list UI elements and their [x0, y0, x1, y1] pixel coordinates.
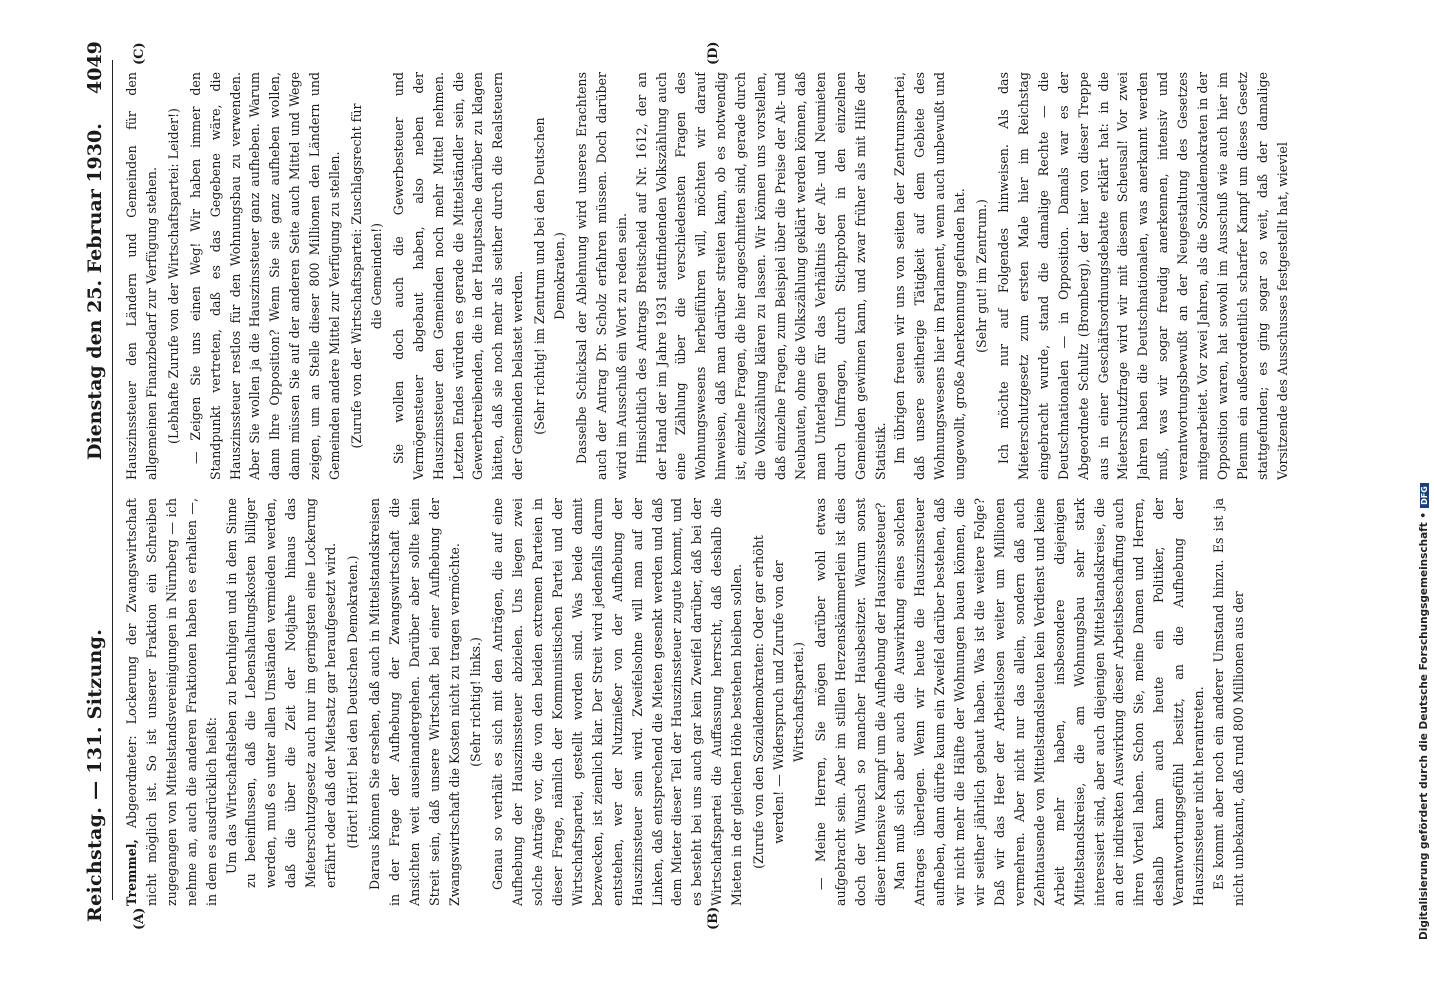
page-header: [0, 0, 118, 1000]
header-rule: [112, 60, 113, 900]
dfg-logo: DFG: [1420, 483, 1429, 508]
right-text-column: [122, 72, 1312, 480]
paragraph: Man muß sich aber auch die Auswirkung eines solchen Antrages überlegen. Wenn wir heute die Hauszinssteuer aufheben, dann dürfte kaum ein Zweifel darüber bestehen, daß wir nicht mehr die Hälfte der Wohnungen bauen können, die wir seither jährlich gebaut haben. Was ist die weitere Folge? Daß wir das Heer der Arbeitslosen weiter um Millionen vermehren. Aber nicht nur das allein, sondern daß auch Zehntausende von Mittelstandsleuten kein Verdienst und keine Arbeit mehr haben, insbesondere diejenigen Mittelstandskreise, die am Wohnungsbau sehr stark interessiert sind, aber auch diejenigen Mittelstandskreise, die an der indirekten Auswirkung dieser Arbeitsbeschaffung auch ihren Vorteil haben. Schon Sie, meine Damen und Herren, deshalb kann auch heute ein Politiker, der Verantwortungsgefühl besitzt, an die Aufhebung der Hauszinssteuer nicht herantreten.: [892, 498, 1207, 906]
interjection: (Zurufe von der Wirtschaftspartei: Zuschlagsrecht für die Gemeinden!): [348, 103, 384, 449]
paragraph: Im übrigen freuen wir uns von seiten der Zentrumspartei, daß unsere seitherige Tätigkeit auf dem Gebiete des Wohnungswesens hier im Parlament, wenn auch unbewußt und ungewollt, große Anerkennung gefunden hat.: [892, 72, 968, 480]
paragraph: Daraus können Sie ersehen, daß auch in Mittelstandskreisen in der Frage der Aufhebung der Zwangswirtschaft die Ansichten weit auseinandergehen. Darüber aber sollte kein Streit sein, daß unsere Wirtschaft bei einer Aufhebung der Zwangswirtschaft die Kosten nicht zu tragen vermöchte.: [366, 498, 462, 906]
quoted-passage: Um das Wirtschaftsleben zu beruhigen und in dem Sinne zu beeinflussen, daß die Lebenshaltungskosten billiger werden, muß es unter allen Umständen vermieden werden, daß die über die Zeit der Notjahre hinaus das Mieterschutzgesetz auch nur im geringsten eine Lockerung erfährt oder daß der Mietsatz gar heraufgesetzt wird.: [223, 498, 339, 888]
paragraph-text: Lockerung der Zwangswirtschaft nicht möglich ist. So ist unserer Fraktion ein Schreiben zugegangen von Mittelstandsvereinigungen in Nürnberg — ich nehme an, auch die anderen Fraktionen haben es erhalten —, in dem es ausdrücklich heißt:: [124, 498, 219, 906]
page-number: 4049: [84, 41, 106, 94]
digitization-credit: [1418, 60, 1432, 940]
margin-marker-c: (C): [132, 42, 147, 65]
paragraph: Ich möchte nur auf Folgendes hinweisen. Als das Mieterschutzgesetz zum ersten Male hier im Reichstag eingebracht wurde, stand die damalige Rechte — die Deutschnationalen — in Opposition. Damals war es der Abgeordnete Schultz (Bromberg), der hier von dieser Treppe aus in einer Geschäftsordnungsdebatte erklärt hat: in die Mieterschutzfrage wird wir mit diesem Scheusal! Vor zwei Jahren haben die Deutschnationalen, was anerkannt werden muß, was wir sogar freudig anerkennen, intensiv und verantwortungsbewußt an der Neugestaltung des Gesetzes mitgearbeitet. Vor zwei Jahren, als die Sozialdemokraten in der Opposition waren, hat sowohl im Ausschuß wie auch hier im Plenum ein außerordentlich scharfer Kampf um dieses Gesetz stattgefunden; es ging sogar so weit, daß der damalige Vorsitzende des Ausschusses festgestellt hat, wieviel: [995, 72, 1290, 480]
margin-marker-a: (A): [132, 907, 147, 930]
paragraph: — Meine Herren, Sie mögen darüber wohl etwas aufgebracht sein. Aber im stillen Herzenskämmerlein ist dies doch der Wunsch so mancher Hausbesitzer. Warum sonst dieser intensive Kampf um die Aufhebung der Hauszinssteuer?: [812, 498, 888, 906]
interjection: (Sehr richtig! links.): [468, 637, 484, 767]
speaker-role: Abgeordneter:: [124, 735, 139, 829]
margin-marker-d: (D): [706, 41, 721, 65]
paragraph: Dasselbe Schicksal der Ablehnung wird unseres Erachtens auch der Antrag Dr. Scholz erfahren müssen. Doch darüber wird im Ausschuß ein Wort zu reden sein.: [573, 72, 629, 480]
paragraph: Genau so verhält es sich mit den Anträgen, die auf eine Aufhebung der Hauszinssteuer abzielen. Uns liegen zwei solche Anträge vor, die von den beiden extremen Parteien in dieser Frage, nämlich der Kommunistischen Partei und der Wirtschaftspartei, gestellt worden sind. Was beide damit bezwecken, ist ziemlich klar. Der Streit wird jedenfalls darum entstehen, wer der Nutznießer von der Aufhebung der Hauszinssteuer sein wird. Zweifelsohne will man auf der Linken, daß entsprechend die Mieten gesenkt werden und daß dem Mieter dieser Teil der Hauszinssteuer zugute kommt, und es besteht bei uns auch gar kein Zweifel darüber, daß bei der Wirtschaftspartei die Auffassung herrscht, daß deshalb die Mieten in der gleichen Höhe bestehen bleiben sollen.: [490, 498, 745, 906]
margin-marker-b: (B): [706, 906, 721, 930]
interjection: (Zurufe von den Sozialdemokraten: Oder gar erhöht werden! — Widerspruch und Zurufe von der Wirtschaftspartei.): [751, 535, 806, 869]
paragraph: — Zeigen Sie uns einen Weg! Wir haben immer den Standpunkt vertreten, daß es das Gegebene wäre, die Hauszinssteuer restlos für den Wohnungsbau zu verwenden. Aber Sie wollen ja die Hauszinssteuer ganz aufheben. Warum dann Ihre Opposition? Wenn Sie sie ganz aufheben wollen, dann müssen Sie auf der anderen Seite auch Mittel und Wege zeigen, um an Stelle dieser 800 Millionen den Ländern und Gemeinden andere Mittel zur Verfügung zu stellen.: [187, 72, 343, 480]
interjection: (Sehr gut! im Zentrum.): [974, 199, 990, 353]
interjection: (Lebhafte Zurufe von der Wirtschaftspartei: Leider!): [165, 108, 181, 444]
credit-text: Digitalisierung gefördert durch die Deutsche Forschungsgemeinschaft •: [1418, 511, 1430, 940]
paragraph: Es kommt aber noch ein anderer Umstand hinzu. Es ist ja nicht unbekannt, daß rund 800 Millionen aus der: [1210, 498, 1246, 906]
paragraph: Hauszinssteuer den Ländern und Gemeinden für den allgemeinen Finanzbedarf zur Verfügung stehen.: [124, 72, 159, 480]
left-text-column: [122, 498, 1312, 906]
header-date: Dienstag den 25. Februar 1930.: [84, 123, 106, 460]
paragraph: [122, 498, 222, 906]
speaker-name: Tremmel,: [124, 839, 139, 906]
interjection: (Hört! Hört! bei den Deutschen Demokraten.): [344, 555, 360, 849]
interjection: (Sehr richtig! im Zentrum und bei den Deutschen Demokraten.): [532, 117, 568, 435]
header-session: Reichstag. — 131. Sitzung.: [84, 628, 106, 922]
paragraph: Hinsichtlich des Antrags Breitscheid auf Nr. 1612, der an der Hand der im Jahre 1931 stattfindenden Volkszählung auch eine Zählung über die verschiedensten Fragen des Wohnungswesens herbeiführen will, möchten wir darauf hinweisen, daß man darüber streiten kann, ob es notwendig ist, einzelne Fragen, die hier angeschnitten sind, gerade durch die Volkszählung klären zu lassen. Wir können uns vorstellen, daß einzelne Fragen, zum Beispiel über die Preise der Alt- und Neubauten, ohne die Volkszählung geklärt werden können, daß man Unterlagen für das Verhältnis der Alt- und Neumieten durch Umfragen, durch Stichproben in den einzelnen Gemeinden gewinnen kann, und zwar früher als mit Hilfe der Statistik.: [633, 72, 888, 480]
paragraph: Sie wollen doch auch die Gewerbesteuer und Vermögensteuer abgebaut haben, also neben der Hauszinssteuer den Gemeinden noch mehr Mittel nehmen. Letzten Endes würden es gerade die Mittelständler sein, die Gewerbetreibenden, die in der Hauptsache darüber zu klagen hätten, daß sie noch mehr als seither durch die Realsteuern der Gemeinden belastet werden.: [390, 72, 526, 480]
